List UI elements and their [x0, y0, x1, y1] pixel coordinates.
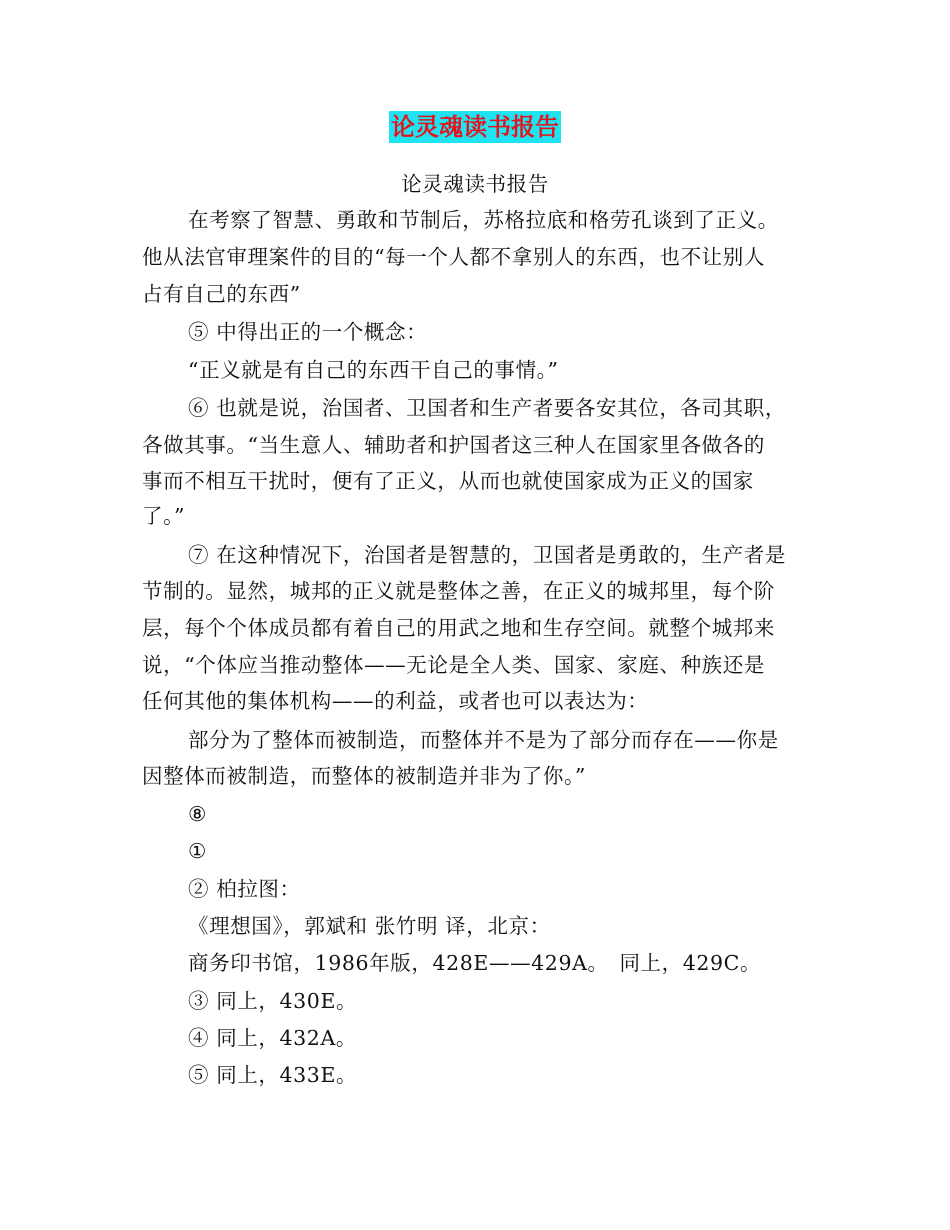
paragraph-line: 他从法官审理案件的目的“每一个人都不拿别人的东西，也不让别人 [142, 245, 765, 269]
document-title: 论灵魂读书报告 [391, 113, 559, 141]
paragraph-line: ⑥ 也就是说，治国者、卫国者和生产者要各安其位，各司其职， [188, 396, 786, 420]
paragraph-line: 任何其他的集体机构——的利益，或者也可以表达为： [142, 689, 649, 713]
footnote-line: ③ 同上，430E。 [188, 989, 358, 1013]
paragraph-line: 事而不相互干扰时，便有了正义，从而也就使国家成为正义的国家 [142, 469, 754, 493]
paragraph-line: 在考察了智慧、勇敢和节制后，苏格拉底和格劳孔谈到了正义。 [188, 208, 779, 232]
paragraph-line: 因整体而被制造，而整体的被制造并非为了你。” [142, 764, 586, 788]
footnote-line: 《理想国》，郭斌和 张竹明 译，北京： [188, 914, 551, 938]
paragraph-line: 占有自己的东西” [142, 282, 301, 306]
footnote-line: ⑤ 同上，433E。 [188, 1063, 358, 1087]
footnote-marker: ⑧ [188, 802, 207, 826]
footnote-marker: ① [188, 839, 207, 863]
paragraph-line: 各做其事。“当生意人、辅助者和护国者这三种人在国家里各做各的 [142, 433, 765, 457]
paragraph-line: 说，“个体应当推动整体——无论是全人类、国家、家庭、种族还是 [142, 653, 765, 677]
paragraph-line: 了。” [142, 504, 186, 528]
footnote-line: ④ 同上，432A。 [188, 1026, 357, 1050]
paragraph-line: 节制的。显然，城邦的正义就是整体之善，在正义的城邦里，每个阶 [142, 579, 775, 603]
paragraph-line: 层，每个个体成员都有着自己的用武之地和生存空间。就整个城邦来 [142, 616, 775, 640]
paragraph-line: ⑤ 中得出正的一个概念： [188, 320, 428, 344]
footnote-line: ② 柏拉图： [188, 877, 301, 901]
footnote-line: 商务印书馆，1986年版，428E——429A。 同上，429C。 [188, 951, 762, 975]
paragraph-line: “正义就是有自己的东西干自己的事情。” [188, 358, 559, 382]
paragraph-line: 部分为了整体而被制造，而整体并不是为了部分而存在——你是 [188, 728, 779, 752]
title-container [0, 111, 950, 143]
document-subtitle: 论灵魂读书报告 [401, 172, 549, 196]
paragraph-line: ⑦ 在这种情况下，治国者是智慧的，卫国者是勇敢的，生产者是 [188, 543, 786, 567]
